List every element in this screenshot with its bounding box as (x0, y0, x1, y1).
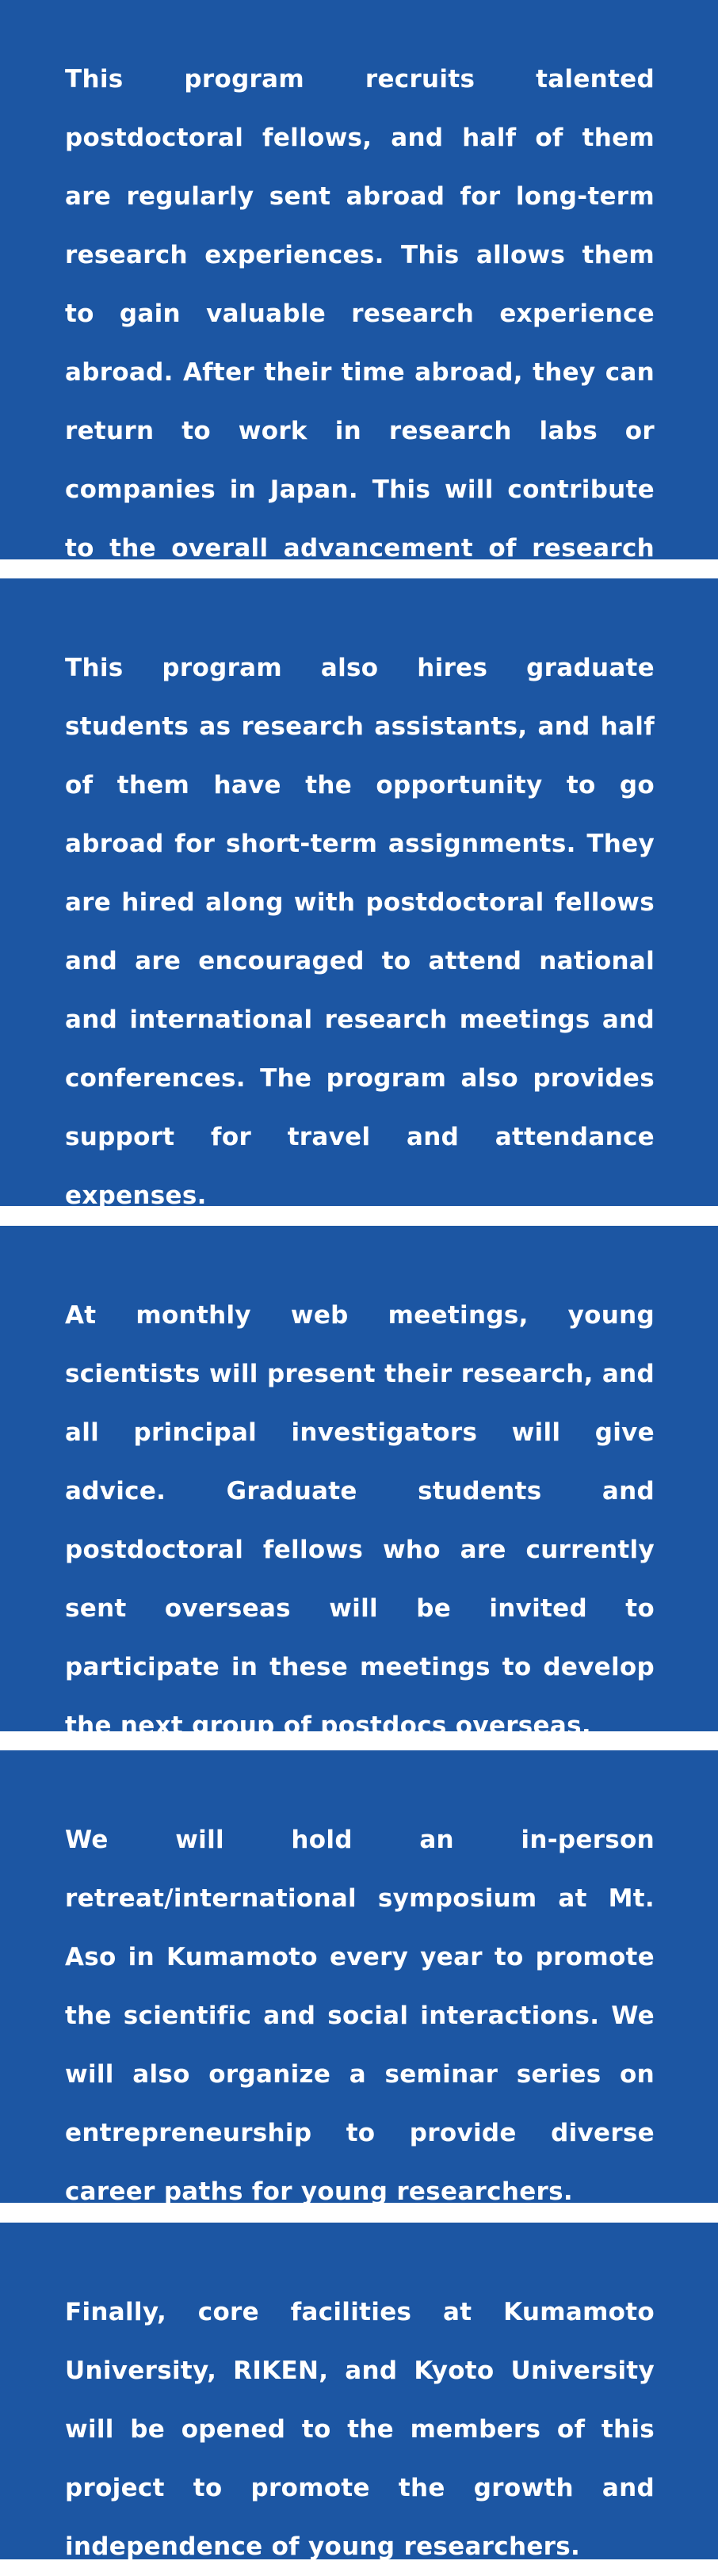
panel-text: This program also hires graduate students as research assistants, and half of them have the opportunity to go abroad for short-term assignments. They are hired along with postdoctoral fellows and are encouraged to attend national and international research meetings and conferences. The program also provides support for travel and attendance expenses. (65, 654, 655, 1210)
panel-postdoctoral-fellows (0, 0, 718, 563)
panel-web-meetings (0, 1226, 718, 1740)
panel-text: This program recruits talented postdoctoral fellows, and half of them are regularly sent abroad for long-term research experiences. This allows them to gain valuable research experience abroad. After their time abroad, they can return to work in research labs or companies in Japan. This will contribute to the overall advancement of research (65, 65, 655, 563)
panel-graduate-students (0, 578, 718, 1210)
panel-core-facilities (0, 2223, 718, 2559)
panel-text: Finally, core facilities at Kumamoto University, RIKEN, and Kyoto University will be opened to the members of this project to promote the growth and independence of young researchers. (65, 2298, 655, 2561)
panel-retreat-symposium (0, 1750, 718, 2206)
panel-text: At monthly web meetings, young scientists will present their research, and all principal investigators will give advice. Graduate students and postdoctoral fellows who are currently sent overseas will be invited to participate in these meetings to develop the next group of postdocs overseas. (65, 1301, 655, 1740)
panel-text: We will hold an in-person retreat/international symposium at Mt. Aso in Kumamoto every year to promote the scientific and social interactions. We will also organize a seminar series on entrepreneurship to provide diverse career paths for young researchers. (65, 1826, 655, 2206)
